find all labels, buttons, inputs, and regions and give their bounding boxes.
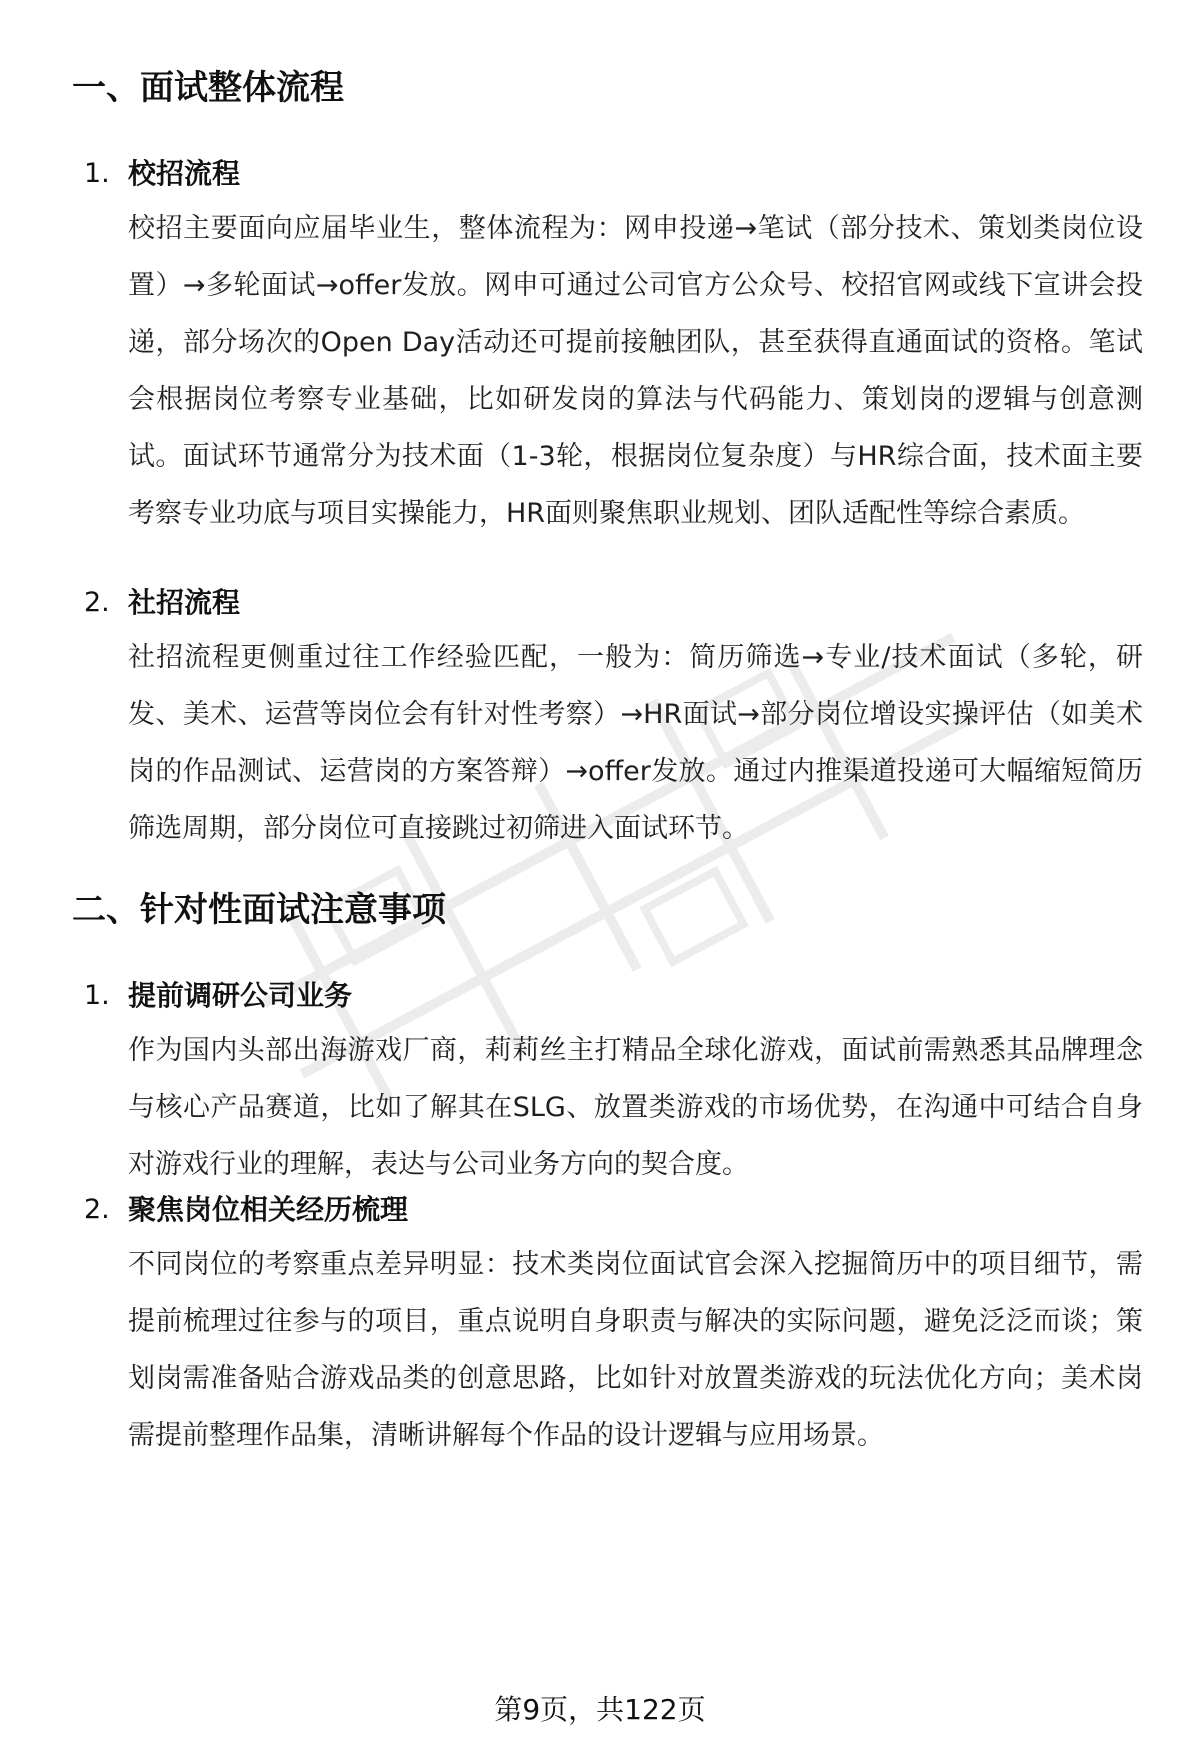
list-item-campus-recruitment (84, 154, 1144, 542)
item-number: 1. (84, 158, 110, 189)
item-number: 2. (84, 1194, 110, 1225)
item-title-row (84, 976, 1144, 1016)
item-title-row (84, 154, 1144, 194)
list-item-social-recruitment (84, 583, 1144, 857)
item-title: 社招流程 (128, 586, 241, 619)
item-title: 提前调研公司业务 (128, 979, 353, 1012)
section-heading-1: 一、面试整体流程 (72, 68, 344, 108)
page-number: 第9页，共122页 (494, 1693, 706, 1726)
item-title: 聚焦岗位相关经历梳理 (128, 1193, 409, 1226)
item-title-row (84, 583, 1144, 623)
item-number: 2. (84, 587, 110, 618)
item-title: 校招流程 (128, 157, 241, 190)
item-body: 不同岗位的考察重点差异明显：技术类岗位面试官会深入挖掘简历中的项目细节，需提前梳理过往参与的项目，重点说明自身职责与解决的实际问题，避免泛泛而谈；策划岗需准备贴合游戏品类的创意思路，比如针对放置类游戏的玩法优化方向；美术岗需提前整理作品集，清晰讲解每个作品的设计逻辑与应用场景。 (128, 1249, 1143, 1451)
item-number: 1. (84, 980, 110, 1011)
list-item-experience-review (84, 1190, 1144, 1464)
item-body: 社招流程更侧重过往工作经验匹配，一般为：简历筛选→专业/技术面试（多轮，研发、美术、运营等岗位会有针对性考察）→HR面试→部分岗位增设实操评估（如美术岗的作品测试、运营岗的方案答辩）→offer发放。通过内推渠道投递可大幅缩短简历筛选周期，部分岗位可直接跳过初筛进入面试环节。 (128, 642, 1143, 844)
list-item-research-business (84, 976, 1144, 1193)
item-body: 校招主要面向应届毕业生，整体流程为：网申投递→笔试（部分技术、策划类岗位设置）→多轮面试→offer发放。网申可通过公司官方公众号、校招官网或线下宣讲会投递，部分场次的Open Day活动还可提前接触团队，甚至获得直通面试的资格。笔试会根据岗位考察专业基础，比如研发岗的算法与代码能力、策划岗的逻辑与创意测试。面试环节通常分为技术面（1-3轮，根据岗位复杂度）与HR综合面，技术面主要考察专业功底与项目实操能力，HR面则聚焦职业规划、团队适配性等综合素质。 (128, 213, 1143, 529)
item-title-row (84, 1190, 1144, 1230)
item-body: 作为国内头部出海游戏厂商，莉莉丝主打精品全球化游戏，面试前需熟悉其品牌理念与核心产品赛道，比如了解其在SLG、放置类游戏的市场优势，在沟通中可结合自身对游戏行业的理解，表达与公司业务方向的契合度。 (128, 1035, 1143, 1180)
section-heading-2: 二、针对性面试注意事项 (72, 890, 446, 930)
